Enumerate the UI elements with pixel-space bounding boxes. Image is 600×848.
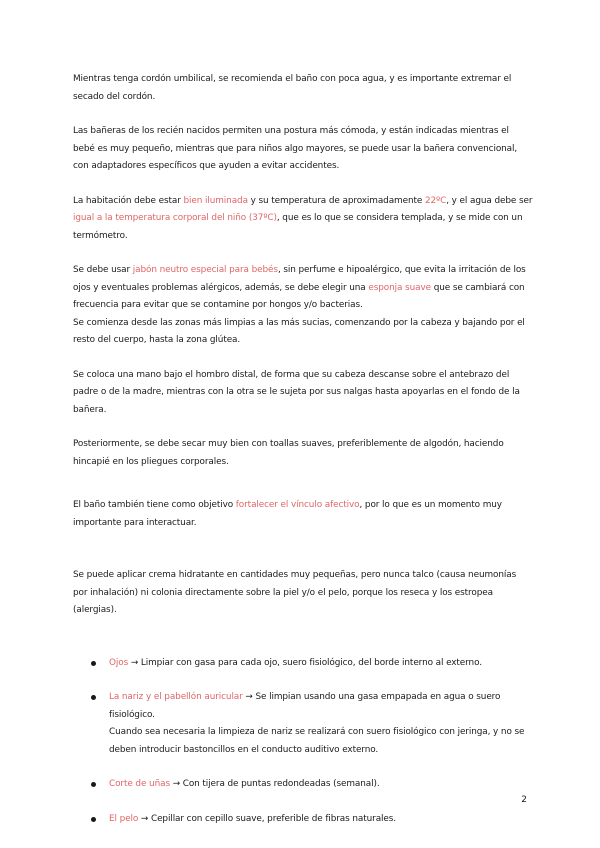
paragraph-postura: Se coloca una mano bajo el hombro distal, de forma que su cabeza descanse sobre el antebrazo del padre o de la madre, mientras con la otra se le sujeta por sus nalgas hasta apoyarlas en el fondo de la bañera. <box>73 369 520 415</box>
list-item-label: La nariz y el pabellón auricular <box>109 692 243 702</box>
highlight-vinculo: fortalecer el vínculo afectivo <box>235 500 360 510</box>
text-span: y su temperatura de aproximadamente <box>247 195 425 206</box>
page-number: 2 <box>521 795 527 805</box>
paragraph-crema: Se puede aplicar crema hidratante en cantidades muy pequeñas, pero nunca talco (causa neumonías por inhalación) ni colonia directamente sobre la piel y/o el pelo, porque los reseca y los estropea (alergias). <box>73 570 517 615</box>
highlight-temperatura-agua: igual a la temperatura corporal del niño (37ºC) <box>73 213 277 223</box>
text-span: La habitación debe estar <box>73 195 184 206</box>
highlight-jabon: jabón neutro especial para bebés <box>132 265 278 275</box>
text-span: , y el agua debe ser <box>446 195 533 206</box>
list-item-label: Ojos <box>109 657 129 668</box>
list-item-extra: Cuando sea necesaria la limpieza de nariz se realizará con suero fisiológico con jeringa, y no se deben introducir bastoncillos en el conducto auditivo externo. <box>109 727 525 755</box>
paragraph-cordon: Mientras tenga cordón umbilical, se recomienda el baño con poca agua, y es importante extremar el secado del cordón. <box>73 74 512 102</box>
paragraph-jabon <box>73 262 533 315</box>
paragraph-orden-lavado: Se comienza desde las zonas más limpias a las más sucias, comenzando por la cabeza y bajando por el resto del cuerpo, hasta la zona glútea. <box>73 317 525 345</box>
text-span: , por lo que es un momento muy importante para interactuar. <box>73 500 502 528</box>
paragraph-secado: Posteriormente, se debe secar muy bien con toallas suaves, preferiblemente de algodón, haciendo hincapié en los pliegues corporales. <box>73 439 504 467</box>
text-span: , que es lo que se considera templada, y se mide con un termómetro. <box>73 213 523 241</box>
paragraph-vinculo <box>73 497 533 532</box>
list-item-label: El pelo <box>109 813 139 824</box>
list-item-nariz <box>73 689 533 759</box>
paragraph-baneras: Las bañeras de los recién nacidos permiten una postura más cómoda, y están indicadas mientras el bebé es muy pequeño, mientras que para niños algo mayores, se puede usar la bañera convencional, con adaptadores específicos que ayuden a evitar accidentes. <box>73 126 518 171</box>
highlight-esponja: esponja suave <box>368 282 431 293</box>
text-span: que se cambiará con frecuencia para evitar que se contamine por hongos y/o bacterias. <box>73 282 525 310</box>
list-item-text: → Limpiar con gasa para cada ojo, suero fisiológico, del borde interno al externo. <box>128 657 482 668</box>
care-list <box>73 655 533 829</box>
highlight-bien-iluminada: bien iluminada <box>183 195 248 206</box>
text-span: , sin perfume e hipoalérgico, que evita la irritación de los ojos y eventuales problemas alérgicos, además, se debe elegir una <box>73 265 526 293</box>
text-span: El baño también tiene como objetivo <box>73 500 236 510</box>
list-item-label: Corte de uñas <box>109 779 170 789</box>
list-item-pelo <box>73 811 533 829</box>
list-item-text: → Con tijera de puntas redondeadas (semanal). <box>169 779 380 789</box>
list-item-ojos <box>73 655 533 673</box>
list-item-text: → Cepillar con cepillo suave, preferible de fibras naturales. <box>138 813 397 824</box>
list-item-text: → Se limpian usando una gasa empapada en agua o suero fisiológico. <box>109 692 501 720</box>
highlight-temperatura: 22ºC <box>424 195 447 206</box>
text-span: Se debe usar <box>73 265 133 275</box>
list-item-unas <box>73 776 533 794</box>
paragraph-habitacion <box>73 193 533 246</box>
page-body <box>73 71 533 828</box>
